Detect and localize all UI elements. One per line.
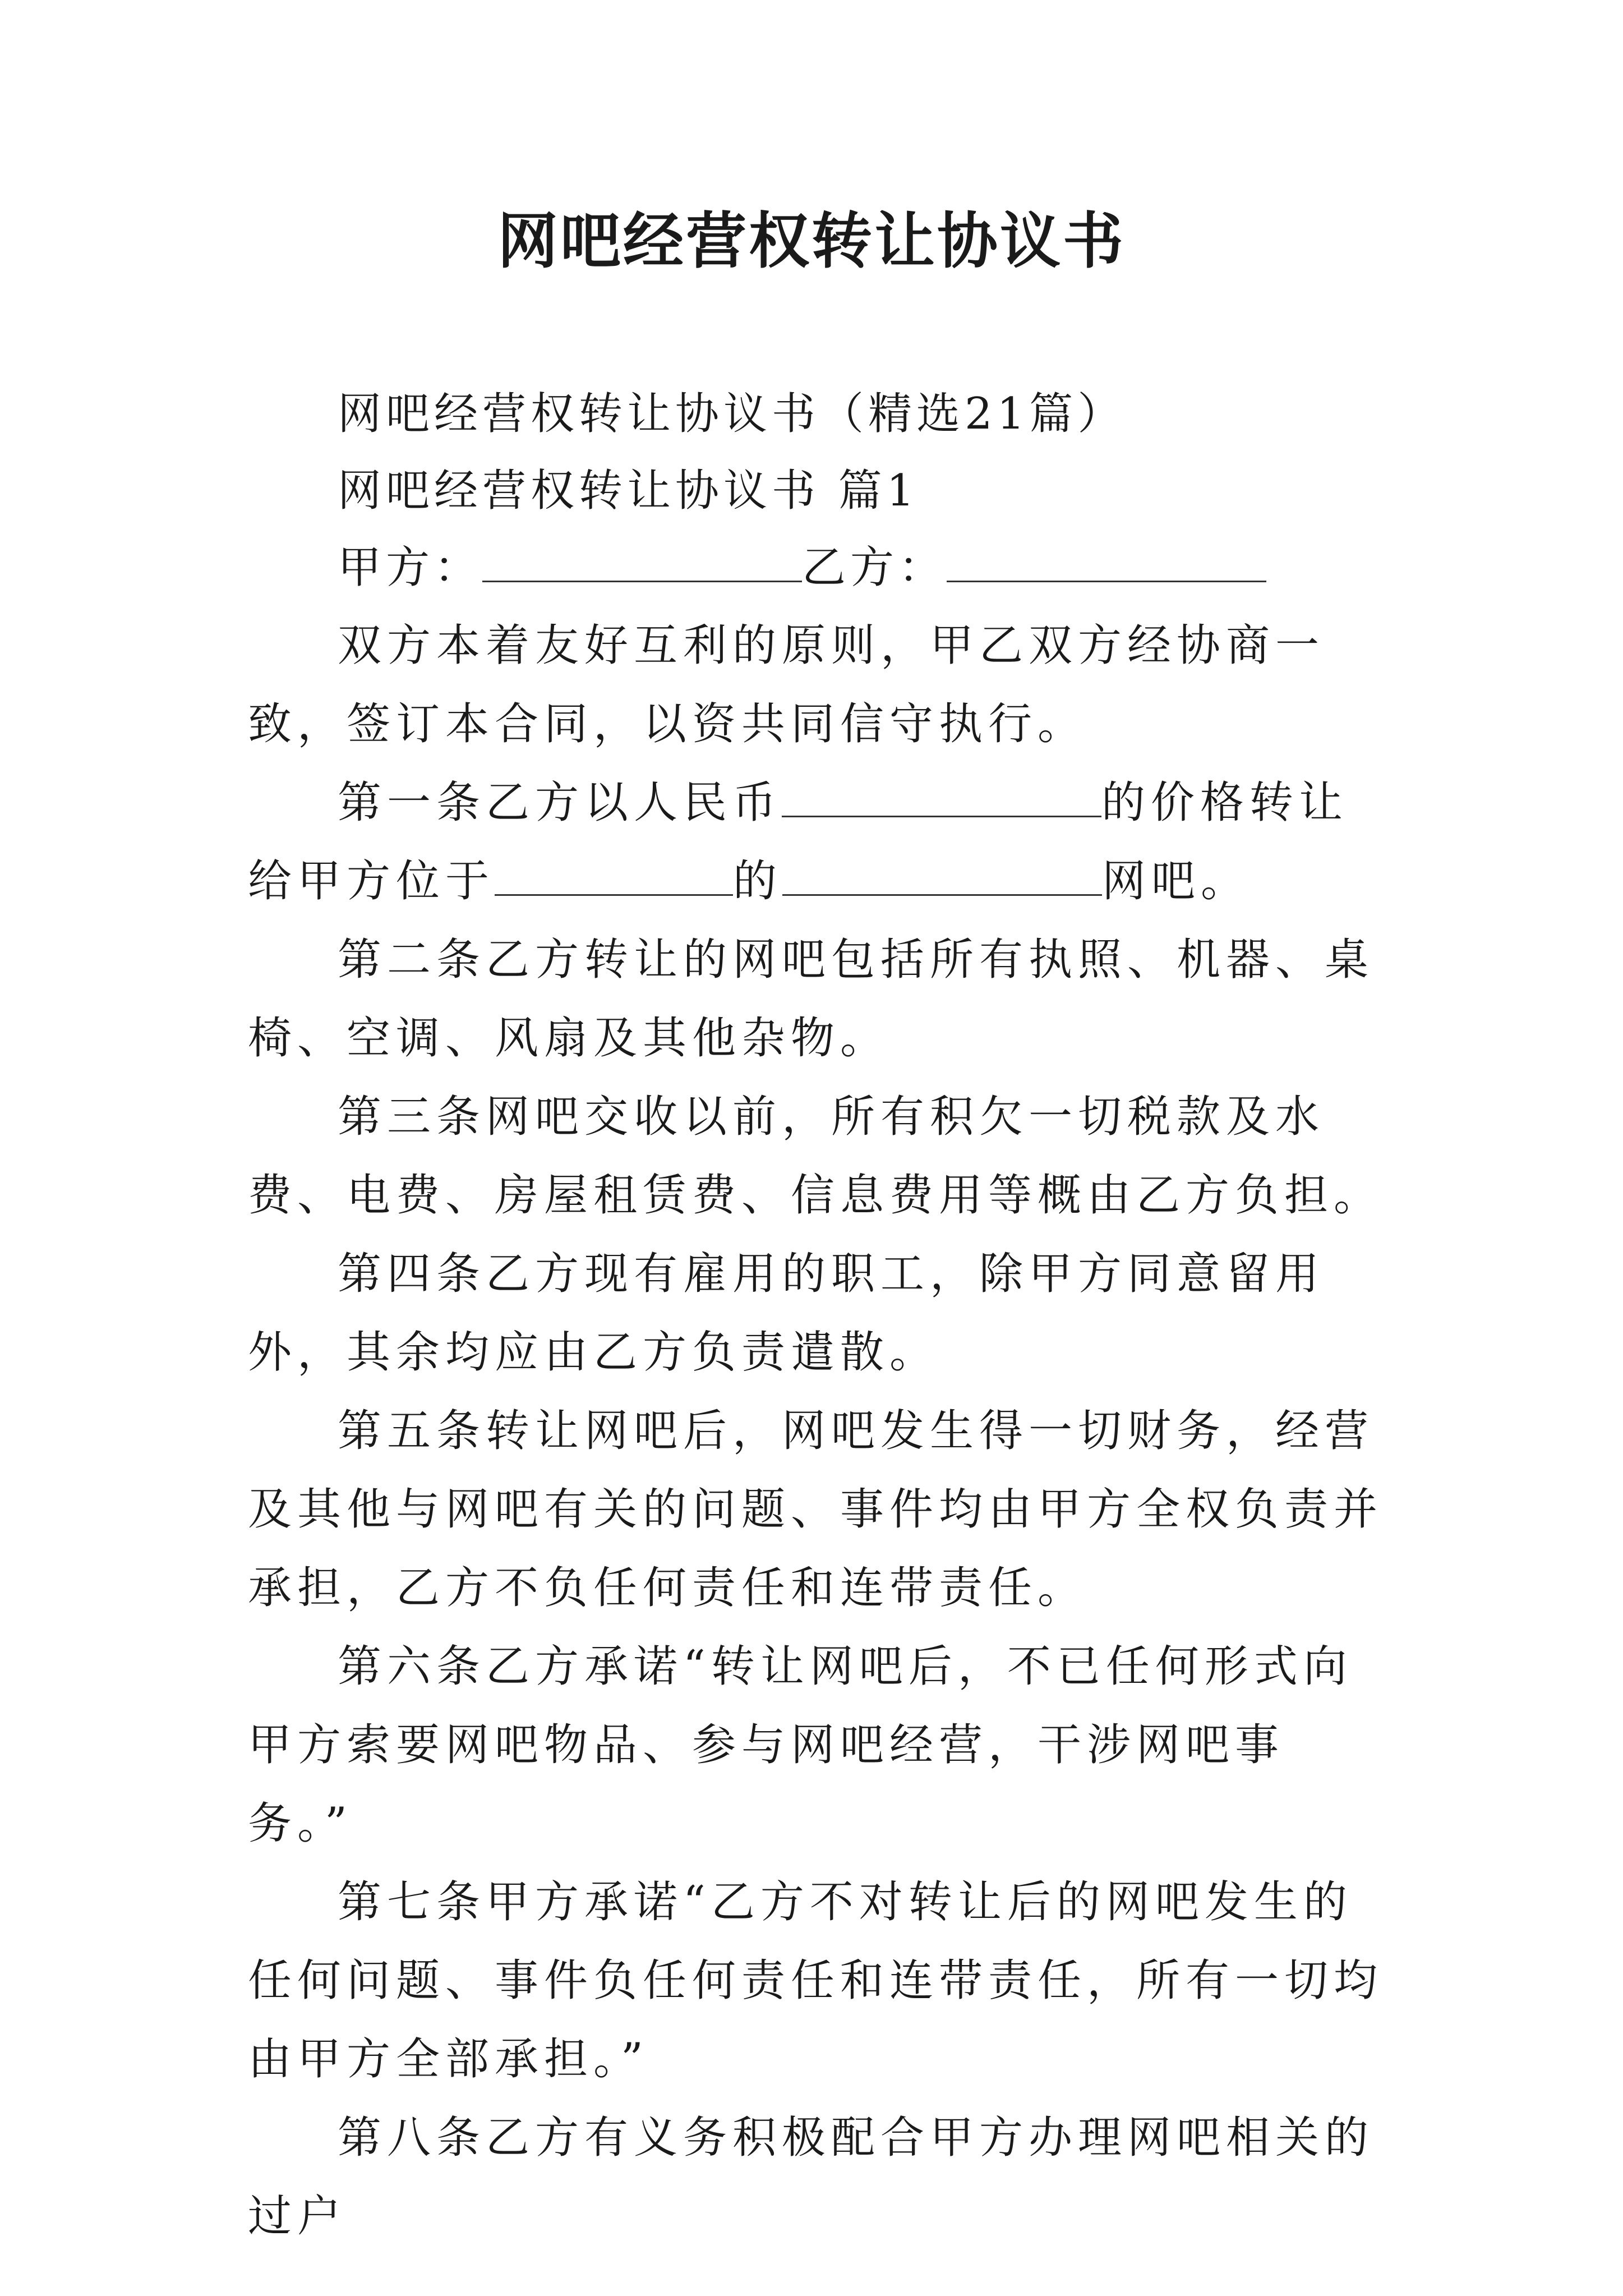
article-1-text-d: 网吧。 (1102, 856, 1251, 907)
article-8: 第八条乙方有义务积极配合甲方办理网吧相关的过户 (248, 2113, 1375, 2242)
article-1-text-c: 的 (733, 856, 783, 907)
party-b-blank (947, 540, 1266, 582)
location-blank (495, 854, 733, 896)
article-1-text-a: 第一条乙方以人民币 (338, 777, 782, 828)
article-2: 第二条乙方转让的网吧包括所有执照、机器、桌椅、空调、风扇及其他杂物。 (248, 935, 1375, 1064)
section-heading: 网吧经营权转让协议书 篇1 (338, 466, 919, 516)
document-body (248, 376, 1386, 2256)
parties-line (248, 530, 1386, 606)
article-7: 第七条甲方承诺“乙方不对转让后的网吧发生的任何问题、事件负任何责任和连带责任，所有一切均由甲方全部承担。” (248, 1877, 1384, 2085)
intro-paragraph: 双方本着友好互利的原则，甲乙双方经协商一致，签订本合同，以资共同信守执行。 (248, 620, 1325, 749)
document-subtitle: 网吧经营权转让协议书（精选21篇） (338, 389, 1126, 439)
article-6: 第六条乙方承诺“转让网吧后，不已任何形式向甲方索要网吧物品、参与网吧经营，干涉网吧事务。” (248, 1641, 1353, 1849)
party-b-label: 乙方： (802, 542, 947, 593)
party-a-blank (482, 540, 802, 582)
document-title: 网吧经营权转让协议书 (497, 206, 1126, 277)
article-1-text-b: 的价格转让给甲方位于 (248, 777, 1349, 907)
article-4: 第四条乙方现有雇用的职工，除甲方同意留用外，其余均应由乙方负责遣散。 (248, 1249, 1325, 1378)
article-5: 第五条转让网吧后，网吧发生得一切财务，经营及其他与网吧有关的问题、事件均由甲方全权负责并承担，乙方不负任何责任和连带责任。 (248, 1406, 1384, 1613)
article-1 (248, 763, 1386, 921)
price-blank (782, 775, 1101, 817)
name-blank (782, 854, 1102, 896)
party-a-label: 甲方： (338, 542, 483, 593)
article-3: 第三条网吧交收以前，所有积欠一切税款及水费、电费、房屋租赁费、信息费用等概由乙方负担。 (248, 1092, 1384, 1221)
